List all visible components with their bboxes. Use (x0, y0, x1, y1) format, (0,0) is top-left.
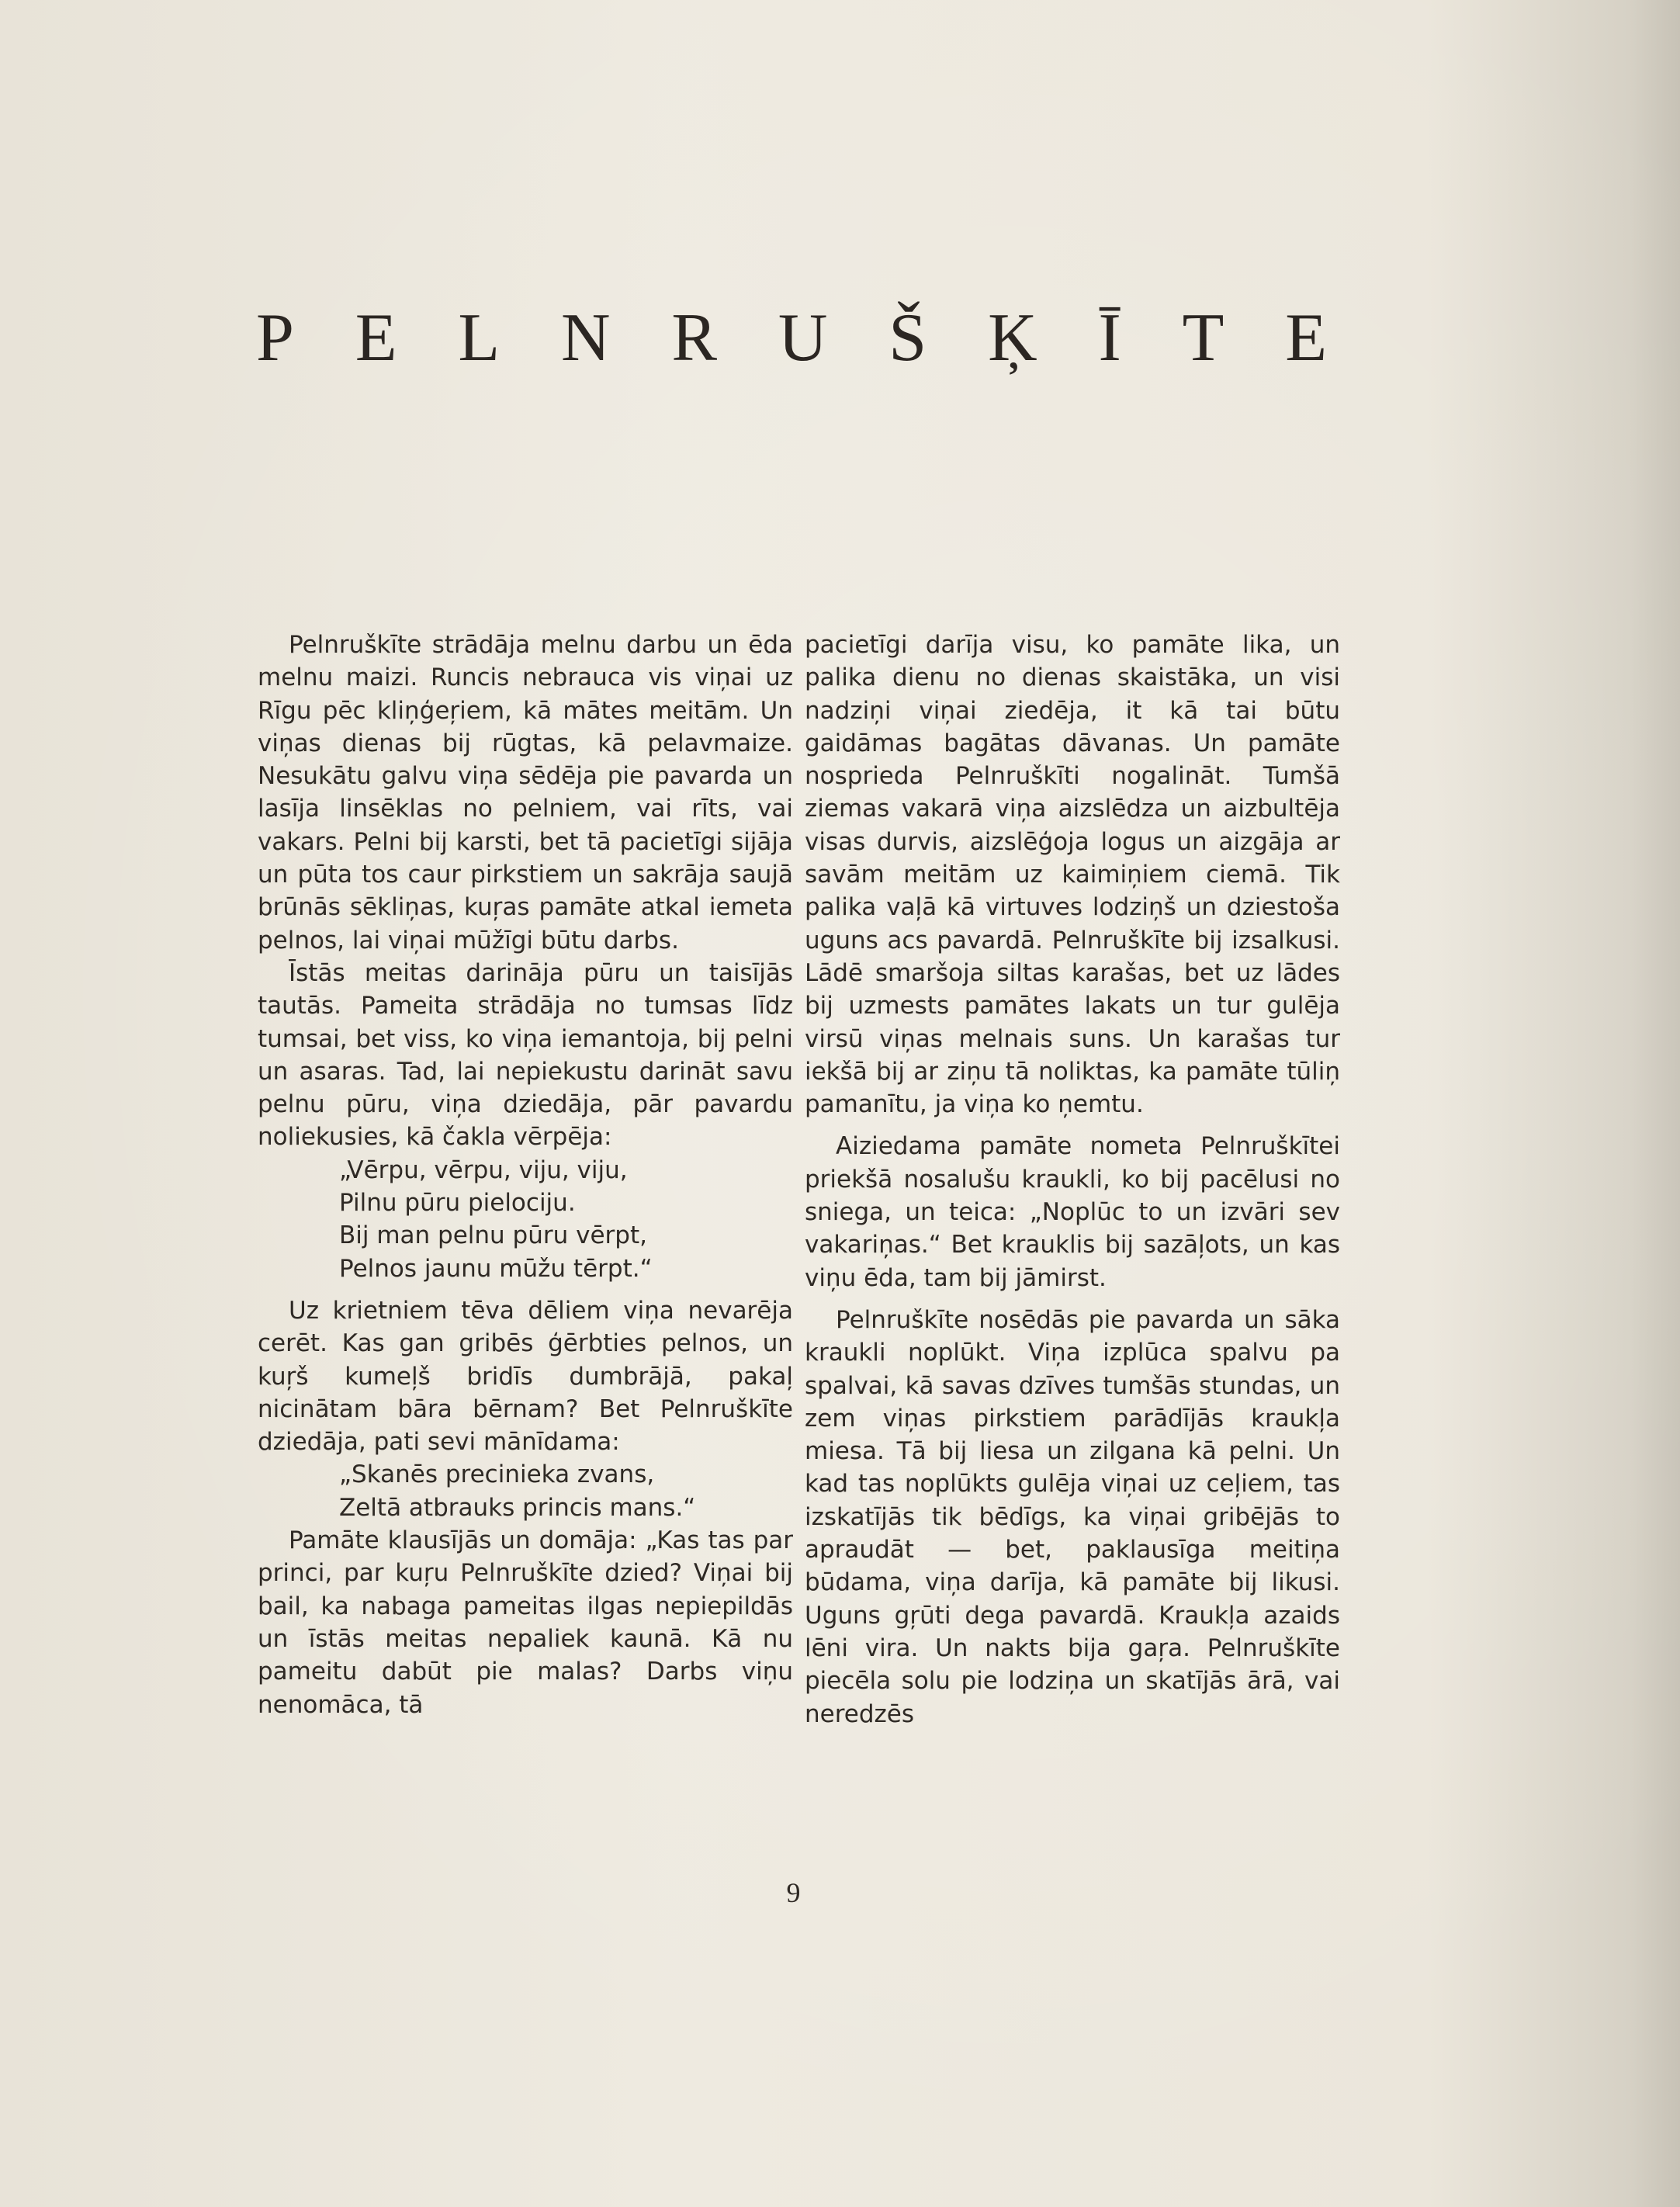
title-letter: E (1285, 300, 1327, 376)
title-letter: Š (888, 300, 927, 376)
paragraph: Pamāte klausījās un domāja: „Kas tas par princi, par kuŗu Pelnruškīte dzied? Viņai bij bail, ka nabaga pameitas ilgas nepiepildās un īstās meitas nepaliek kaunā. Kā nu pameitu dabūt pie malas? Darbs viņu nenomāca, tā (258, 1526, 793, 1719)
verse-line: Pilnu pūru pielociju. (339, 1189, 576, 1218)
verse-block (339, 1458, 793, 1524)
title-letter: L (458, 300, 501, 376)
title-letter: N (560, 300, 611, 376)
verse-line: Zeltā atbrauks princis mans.“ (339, 1493, 696, 1522)
title-letter: Ķ (988, 300, 1037, 376)
page-number: 9 (786, 1877, 801, 1908)
verse-line: Bij man pelnu pūru vērpt, (339, 1221, 647, 1250)
title-letter: E (355, 300, 397, 376)
verse-line: Pelnos jaunu mūžu tērpt.“ (339, 1254, 653, 1283)
verse-line: „Skanēs precinieka zvans, (339, 1460, 655, 1489)
title-letter: T (1182, 300, 1224, 376)
verse-block (339, 1154, 793, 1285)
paragraph: pacietīgi darīja visu, ko pamāte lika, un palika dienu no dienas skaistāka, un visi nadziņi viņai ziedēja, it kā tai būtu gaidāmas bagātas dāvanas. Un pamāte nosprieda Pelnruškīti nogalināt. Tumšā ziemas vakarā viņa aizslēdza un aizbultēja visas durvis, aizslēģoja logus un aizgāja ar savām meitām uz kaimiņiem ciemā. Tik palika vaļā kā virtuves lodziņš un dziestoša uguns acs pavardā. Pelnruškīte bij izsalkusi. Lādē smaršoja siltas karašas, bet uz lādes bij uzmests pamātes lakats un tur gulēja virsū viņas melnais suns. Un karašas tur iekšā bij ar ziņu tā noliktas, ka pamāte tūliņ pamanītu, ja viņa ko ņemtu. (805, 631, 1340, 1119)
title-letter: P (256, 300, 294, 376)
paragraph: Pelnruškīte strādāja melnu darbu un ēda melnu maizi. Runcis nebrauca vis viņai uz Rīgu pēc kliņģeŗiem, kā mātes meitām. Un viņas dienas bij rūgtas, kā pelavmaize. Nesukātu galvu viņa sēdēja pie pavarda un lasīja linsēklas no pelniem, vai rīts, vai vakars. Pelni bij karsti, bet tā pacietīgi sijāja un pūta tos caur pirkstiem un sakrāja saujā brūnās sēkliņas, kuŗas pamāte atkal iemeta pelnos, lai viņai mūžīgi būtu darbs. (258, 631, 793, 955)
title-letter: Ī (1098, 300, 1121, 376)
left-text-column (258, 629, 793, 1721)
right-text-column (805, 629, 1340, 1731)
title-letter: R (671, 300, 718, 376)
paragraph: Aiziedama pamāte nometa Pelnruškītei priekšā nosalušu kraukli, ko bij pacēlusi no sniega, un teica: „Noplūc to un izvāri sev vakariņas.“ Bet krauklis bij sazāļots, un kas viņu ēda, tam bij jāmirst. (805, 1132, 1340, 1292)
paragraph: Uz krietniem tēva dēliem viņa nevarēja cerēt. Kas gan gribēs ģērbties pelnos, un kuŗš kumeļš bridīs dumbrājā, pakaļ nicinātam bāra bērnam? Bet Pelnruškīte dziedāja, pati sevi mānīdama: (258, 1296, 793, 1457)
verse-line: „Vērpu, vērpu, viju, viju, (339, 1155, 628, 1184)
paragraph: Īstās meitas darināja pūru un taisījās tautās. Pameita strādāja no tumsas līdz tumsai, bet viss, ko viņa iemantoja, bij pelni un asaras. Tad, lai nepiekustu darināt savu pelnu pūru, viņa dziedāja, pār pavardu noliekusies, kā čakla vērpēja: (258, 958, 793, 1152)
paragraph: Pelnruškīte nosēdās pie pavarda un sāka kraukli noplūkt. Viņa izplūca spalvu pa spalvai, kā savas dzīves tumšās stundas, un zem viņas pirkstiem parādījās kraukļa miesa. Tā bij liesa un zilgana kā pelni. Un kad tas noplūkts gulēja viņai uz ceļiem, tas izskatījās tik bēdīgs, ka viņai gribējās to apraudāt — bet, paklausīga meitiņa būdama, viņa darīja, kā pamāte bij likusi. Uguns gŗūti dega pavardā. Kraukļa azaids lēni vira. Un nakts bija gaŗa. Pelnruškīte piecēla solu pie lodziņa un skatījās ārā, vai neredzēs (805, 1305, 1340, 1728)
title-letter: U (778, 300, 828, 376)
chapter-title (256, 299, 1327, 377)
